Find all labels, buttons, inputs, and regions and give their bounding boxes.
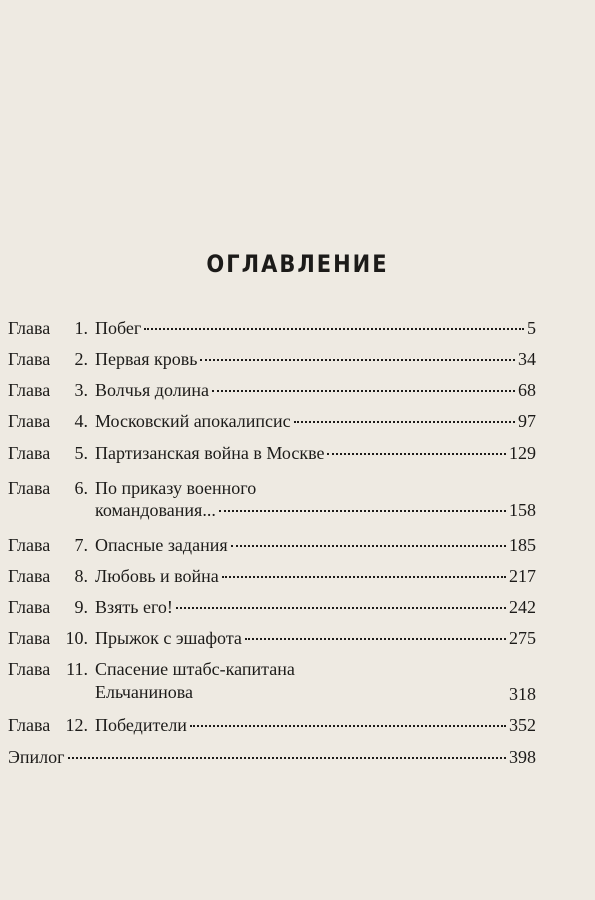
- toc-entry: [8, 713, 536, 737]
- toc-entry-label: Глава: [8, 478, 51, 498]
- toc-entry-title: Волчья долина: [95, 380, 209, 400]
- toc-entry-title: Победители: [95, 715, 187, 735]
- toc-entry-number: 3.: [74, 380, 88, 400]
- toc-entry-label: Глава: [8, 443, 51, 463]
- toc-entry-page: 129: [509, 443, 536, 463]
- dot-leader: [190, 725, 506, 727]
- toc-entry: [8, 564, 536, 588]
- toc-entry-label: Глава: [8, 380, 51, 400]
- toc-entry-number: 5.: [74, 443, 88, 463]
- toc-entry-label: Глава: [8, 659, 51, 679]
- toc-entry-label: Глава: [8, 535, 51, 555]
- dot-leader: [176, 607, 506, 609]
- dot-leader: [245, 638, 506, 640]
- toc-entry-title: Первая кровь: [95, 349, 198, 369]
- toc-entry-label: Глава: [8, 597, 51, 617]
- dot-leader: [327, 453, 506, 455]
- toc-entry: [8, 441, 536, 465]
- toc-entry-page: 68: [518, 380, 536, 400]
- toc-entry: [8, 533, 536, 557]
- toc-entry: [8, 476, 536, 500]
- toc-entry-page: 398: [509, 747, 536, 767]
- toc-entry-label: Глава: [8, 318, 51, 338]
- toc-entry-number: 10.: [65, 628, 88, 648]
- dot-leader: [200, 359, 515, 361]
- dot-leader: [144, 328, 524, 330]
- toc-entry-title: Опасные задания: [95, 535, 228, 555]
- toc-entry-page: 34: [518, 349, 536, 369]
- toc-entry-continuation: [95, 498, 536, 522]
- toc-entry-number: 12.: [65, 715, 88, 735]
- toc-entry-label: Глава: [8, 349, 51, 369]
- toc-entry-title: Партизанская война в Москве: [95, 443, 325, 463]
- toc-entry-page: 217: [509, 566, 536, 586]
- toc-entry-title: По приказу военного: [95, 478, 257, 498]
- dot-leader: [231, 545, 506, 547]
- toc-entry-number: 7.: [74, 535, 88, 555]
- toc-entry-page: 242: [509, 597, 536, 617]
- toc-entry: [8, 595, 536, 619]
- toc-entry-page: 352: [509, 715, 536, 735]
- toc-entry: [8, 626, 536, 650]
- toc-entry-title: Любовь и война: [95, 566, 219, 586]
- toc-entry-label: Глава: [8, 566, 51, 586]
- toc-entry-title-line2: Ельчанинова: [95, 682, 194, 702]
- toc-entry: [8, 316, 536, 340]
- toc-entry-label: Глава: [8, 628, 51, 648]
- dot-leader: [222, 576, 506, 578]
- toc-entry-title: Московский апокалипсис: [95, 411, 291, 431]
- toc-entry-page: 318: [509, 684, 536, 704]
- toc-entry-label: Глава: [8, 411, 51, 431]
- page-title: ОГЛАВЛЕНИЕ: [206, 250, 389, 278]
- toc-entry: [8, 657, 536, 681]
- toc-entry-title: Спасение штабс-капитана: [95, 659, 295, 679]
- toc-entry: [8, 347, 536, 371]
- toc-entry-title-line2: командования...: [95, 500, 216, 520]
- toc-entry-number: 4.: [74, 411, 88, 431]
- toc-entry-page: 97: [518, 411, 536, 431]
- toc-entry: [8, 409, 536, 433]
- toc-entry-number: 11.: [66, 659, 88, 679]
- toc-entry-number: 6.: [74, 478, 88, 498]
- toc-entry-title: Взять его!: [95, 597, 173, 617]
- dot-leader: [219, 510, 506, 512]
- toc-entry-page-line: [95, 682, 536, 706]
- toc-entry-page: 275: [509, 628, 536, 648]
- toc-entry-epilogue: [8, 745, 536, 769]
- dot-leader: [294, 421, 515, 423]
- toc-entry-page: 5: [527, 318, 536, 338]
- dot-leader: [212, 390, 515, 392]
- toc-entry-title: Прыжок с эшафота: [95, 628, 242, 648]
- toc-entry-label: Глава: [8, 715, 51, 735]
- toc-entry-page: 158: [509, 500, 536, 520]
- toc-entry-title: Эпилог: [8, 747, 65, 767]
- toc-entry-number: 2.: [74, 349, 88, 369]
- toc-entry-title: Побег: [95, 318, 142, 338]
- toc-entry: [8, 378, 536, 402]
- toc-entry-page: 185: [509, 535, 536, 555]
- dot-leader: [68, 757, 506, 759]
- toc-entry-number: 8.: [74, 566, 88, 586]
- toc-entry-number: 1.: [74, 318, 88, 338]
- toc-entry-number: 9.: [74, 597, 88, 617]
